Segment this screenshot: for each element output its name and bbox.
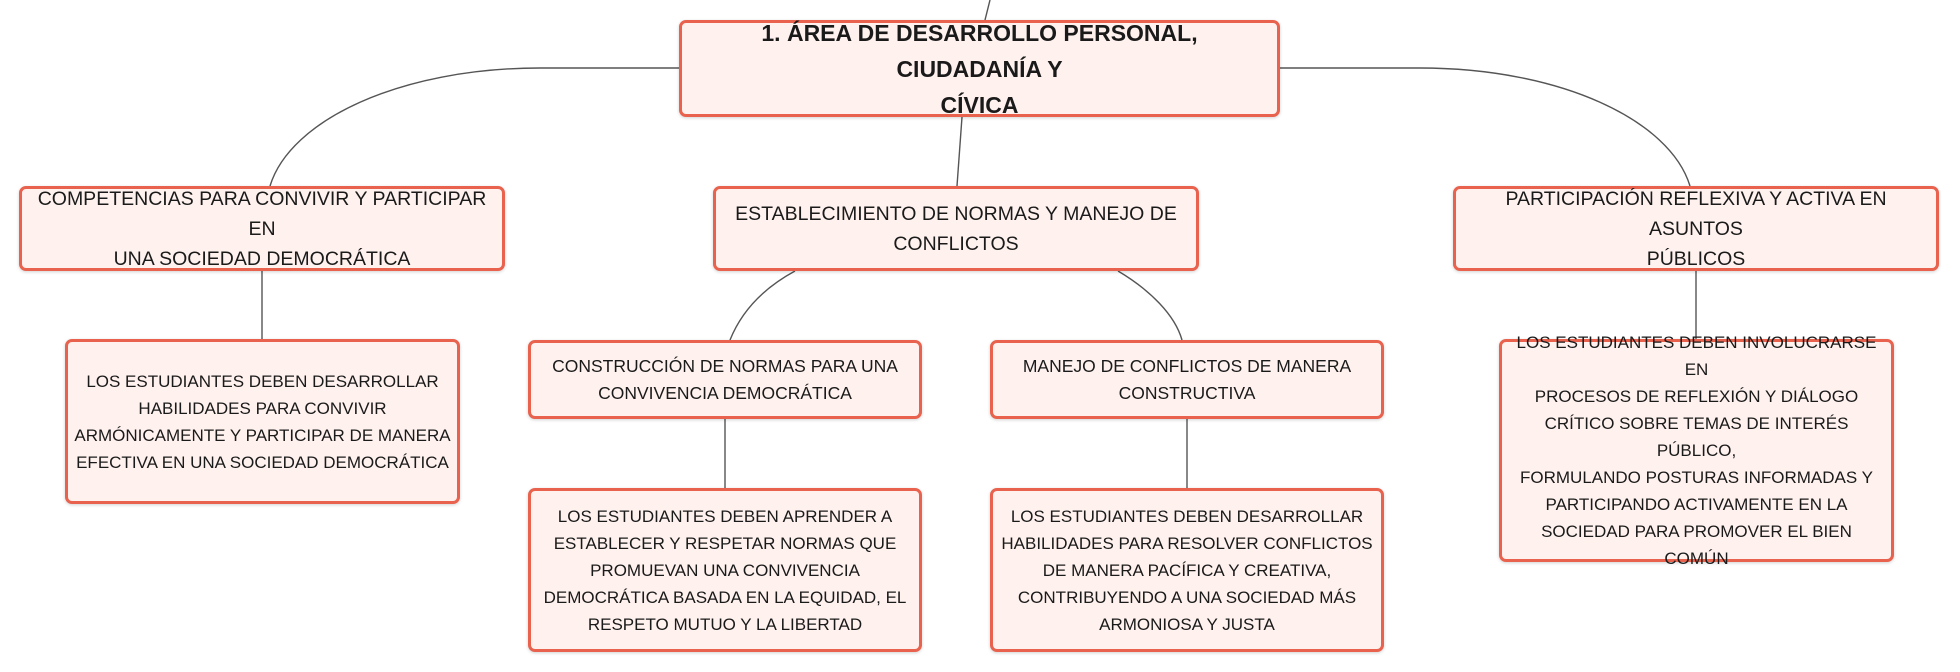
subtopic-detail-text: LOS ESTUDIANTES DEBEN INVOLUCRARSE EN PROCESOS DE REFLEXIÓN Y DIÁLOGO CRÍTICO SOBRE TEMAS DE INTERÉS PÚBLICO, FORMULANDO POSTURAS INFORMADAS Y PARTICIPANDO ACTIVAMENTE EN LA SOCIEDAD PARA PROMOVER EL BIEN COMÚN — [1516, 333, 1877, 568]
subtopic-construccion-normas[interactable] — [528, 340, 922, 419]
connector-root-to-branch-3 — [1280, 68, 1690, 186]
subtopic-detail-normas[interactable] — [528, 488, 922, 652]
connector-root-to-branch-1 — [270, 68, 679, 186]
topic-label: PARTICIPACIÓN REFLEXIVA Y ACTIVA EN ASUNTOS PÚBLICOS — [1505, 187, 1887, 270]
subtopic-detail-conflictos[interactable] — [990, 488, 1384, 652]
root-topic[interactable] — [679, 20, 1280, 117]
topic-label: COMPETENCIAS PARA CONVIVIR Y PARTICIPAR EN UNA SOCIEDAD DEMOCRÁTICA — [37, 187, 487, 270]
subtopic-label: CONSTRUCCIÓN DE NORMAS PARA UNA CONVIVENCIA DEMOCRÁTICA — [552, 355, 898, 403]
topic-normas-conflictos[interactable] — [713, 186, 1199, 271]
topic-label: ESTABLECIMIENTO DE NORMAS Y MANEJO DE CONFLICTOS — [735, 202, 1177, 255]
subtopic-detail-text: LOS ESTUDIANTES DEBEN APRENDER A ESTABLECER Y RESPETAR NORMAS QUE PROMUEVAN UNA CONVIVENCIA DEMOCRÁTICA BASADA EN LA EQUIDAD, EL RESPETO MUTUO Y LA LIBERTAD — [543, 506, 907, 634]
subtopic-detail-text: LOS ESTUDIANTES DEBEN DESARROLLAR HABILIDADES PARA CONVIVIR ARMÓNICAMENTE Y PARTICIPAR DE MANERA EFECTIVA EN UNA SOCIEDAD DEMOCRÁTICA — [74, 371, 451, 472]
subtopic-detail-convivir[interactable] — [65, 339, 460, 504]
root-topic-label: 1. ÁREA DE DESARROLLO PERSONAL, CIUDADANÍA Y CÍVICA — [761, 19, 1198, 118]
subtopic-detail-participacion[interactable] — [1499, 333, 1894, 568]
subtopic-manejo-conflictos[interactable] — [990, 340, 1384, 419]
topic-participacion-reflexiva[interactable] — [1453, 186, 1939, 271]
topic-competencias-convivir[interactable] — [19, 186, 505, 271]
subtopic-detail-text: LOS ESTUDIANTES DEBEN DESARROLLAR HABILIDADES PARA RESOLVER CONFLICTOS DE MANERA PACÍFICA Y CREATIVA, CONTRIBUYENDO A UNA SOCIEDAD MÁS ARMONIOSA Y JUSTA — [1001, 506, 1373, 634]
connector-branch-2-to-child-1 — [730, 271, 795, 340]
subtopic-label: MANEJO DE CONFLICTOS DE MANERA CONSTRUCTIVA — [1022, 355, 1352, 403]
connector-root-to-branch-2 — [957, 117, 962, 186]
connector-branch-2-to-child-2 — [1118, 271, 1182, 340]
